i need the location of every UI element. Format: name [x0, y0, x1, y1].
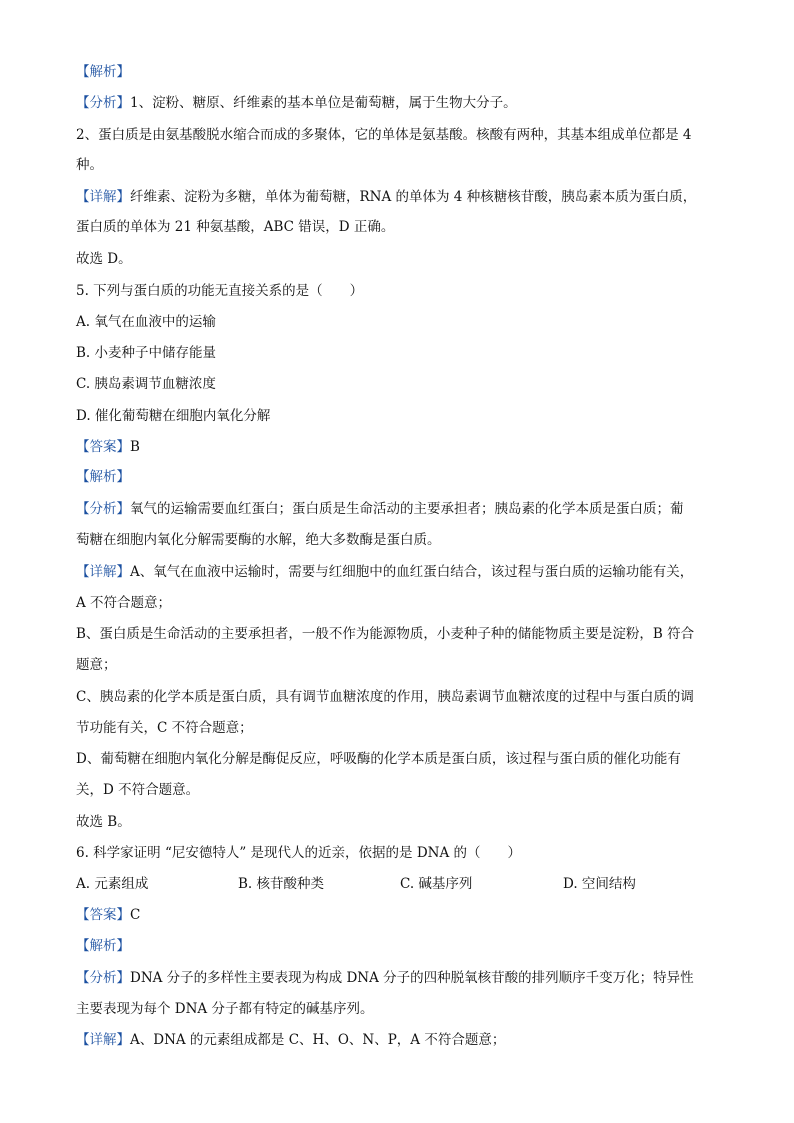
- conclusion-line: 故选 B。: [76, 814, 131, 830]
- q6-answer-line: [76, 905, 716, 925]
- q6-option-a: A. 元素组成: [76, 876, 149, 892]
- q5-fenxi-line: [76, 499, 716, 519]
- xiangjie-tag: 【详解】: [76, 1032, 130, 1048]
- question-6-stem: 6. 科学家证明 “尼安德特人” 是现代人的近亲，依据的是 DNA 的（ ）: [76, 845, 522, 861]
- fenxi-text: 氧气的运输需要血红蛋白；蛋白质是生命活动的主要承担者；胰岛素的化学本质是蛋白质；葡: [130, 501, 684, 517]
- fenxi-text: 1、淀粉、糖原、纤维素的基本单位是葡萄糖，属于生物大分子。: [130, 95, 517, 111]
- paragraph-line: B、蛋白质是生命活动的主要承担者，一般不作为能源物质，小麦种子种的储能物质主要是淀粉，B 符合: [76, 626, 695, 642]
- paragraph-line: A 不符合题意；: [76, 595, 172, 611]
- fenxi-tag: 【分析】: [76, 970, 130, 986]
- answer-tag: 【答案】: [76, 907, 130, 923]
- q6-option-b: B. 核苷酸种类: [238, 876, 325, 892]
- xiangjie-tag: 【详解】: [76, 564, 130, 580]
- q5-xiangjie-line: [76, 562, 716, 582]
- paragraph-line: 萄糖在细胞内氧化分解需要酶的水解，绝大多数酶是蛋白质。: [76, 532, 441, 548]
- paragraph-line: 主要表现为每个 DNA 分子都有特定的碱基序列。: [76, 1001, 374, 1017]
- answer-value: B: [130, 439, 140, 455]
- fenxi-text: DNA 分子的多样性主要表现为构成 DNA 分子的四种脱氧核苷酸的排列顺序千变万化；特异性: [130, 970, 694, 986]
- q5-option-d: D. 催化葡萄糖在细胞内氧化分解: [76, 408, 271, 424]
- answer-tag: 【答案】: [76, 439, 130, 455]
- analysis-heading: [76, 62, 716, 82]
- xiangjie-text: A、DNA 的元素组成都是 C、H、O、N、P，A 不符合题意；: [130, 1032, 506, 1048]
- xiangjie-tag: 【详解】: [76, 189, 130, 205]
- xiangjie-line: [76, 187, 716, 207]
- analysis-tag: 【解析】: [76, 938, 130, 954]
- xiangjie-text: A、氧气在血液中运输时，需要与红细胞中的血红蛋白结合，该过程与蛋白质的运输功能有关，: [130, 564, 694, 580]
- paragraph-line: C、胰岛素的化学本质是蛋白质，具有调节血糖浓度的作用，胰岛素调节血糖浓度的过程中与蛋白质的调: [76, 689, 694, 705]
- paragraph-line: 2、蛋白质是由氨基酸脱水缩合而成的多聚体，它的单体是氨基酸。核酸有两种，其基本组成单位都是 4: [76, 127, 692, 143]
- conclusion-line: 故选 D。: [76, 251, 132, 267]
- paragraph-line: 蛋白质的单体为 21 种氨基酸，ABC 错误，D 正确。: [76, 219, 395, 235]
- q5-analysis-heading: [76, 467, 716, 487]
- q6-xiangjie-line: [76, 1030, 716, 1050]
- q5-option-b: B. 小麦种子中储存能量: [76, 345, 217, 361]
- q6-fenxi-line: [76, 968, 716, 988]
- q5-option-c: C. 胰岛素调节血糖浓度: [76, 376, 216, 392]
- fenxi-tag: 【分析】: [76, 95, 130, 111]
- fenxi-line: [76, 93, 716, 113]
- paragraph-line: 题意；: [76, 657, 117, 673]
- q6-options-row: [76, 874, 716, 894]
- q6-option-d: D. 空间结构: [563, 876, 636, 892]
- xiangjie-text: 纤维素、淀粉为多糖，单体为葡萄糖，RNA 的单体为 4 种核糖核苷酸，胰岛素本质为蛋白质，: [130, 189, 697, 205]
- q6-analysis-heading: [76, 936, 716, 956]
- paragraph-line: 种。: [76, 157, 103, 173]
- paragraph-line: 节功能有关，C 不符合题意；: [76, 720, 253, 736]
- q5-option-a: A. 氧气在血液中的运输: [76, 314, 216, 330]
- paragraph-line: 关，D 不符合题意。: [76, 782, 200, 798]
- fenxi-tag: 【分析】: [76, 501, 130, 517]
- question-5-stem: 5. 下列与蛋白质的功能无直接关系的是（ ）: [76, 283, 364, 299]
- paragraph-line: D、葡萄糖在细胞内氧化分解是酶促反应，呼吸酶的化学本质是蛋白质，该过程与蛋白质的催化功能有: [76, 751, 681, 767]
- answer-value: C: [130, 907, 141, 923]
- analysis-tag: 【解析】: [76, 469, 130, 485]
- q5-answer-line: [76, 437, 716, 457]
- analysis-tag: 【解析】: [76, 64, 130, 80]
- q6-option-c: C. 碱基序列: [400, 876, 473, 892]
